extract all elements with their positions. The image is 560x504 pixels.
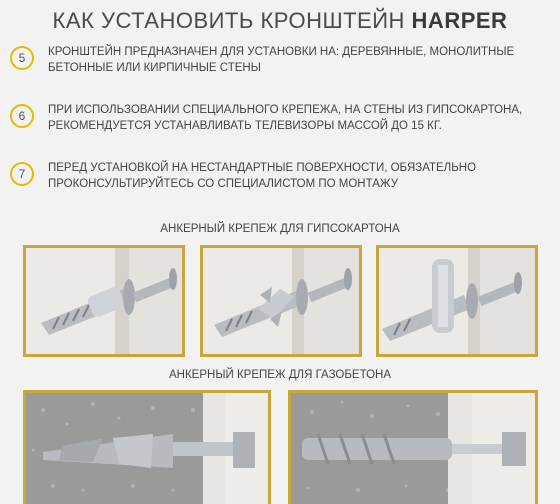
brand-name: HARPER — [411, 8, 508, 33]
step-6 — [10, 102, 550, 142]
step-number-badge: 5 — [10, 46, 34, 70]
drywall-anchor-photo-3 — [376, 245, 538, 357]
drywall-anchor-photo-1 — [23, 245, 185, 357]
step-text: ПРИ ИСПОЛЬЗОВАНИИ СПЕЦИАЛЬНОГО КРЕПЕЖА, НА СТЕНЫ ИЗ ГИПСОКАРТОНА, РЕКОМЕНДУЕТСЯ УСТАНАВЛИВАТЬ ТЕЛЕВИЗОРЫ МАССОЙ ДО 15 КГ. — [48, 104, 523, 132]
step-number-badge: 7 — [10, 162, 34, 186]
step-number-badge: 6 — [10, 104, 34, 128]
step-text: ПЕРЕД УСТАНОВКОЙ НА НЕСТАНДАРТНЫЕ ПОВЕРХНОСТИ, ОБЯЗАТЕЛЬНО ПРОКОНСУЛЬТИРУЙТЕСЬ СО СПЕЦИАЛИСТОМ ПО МОНТАЖУ — [48, 162, 477, 190]
page-title: КАК УСТАНОВИТЬ КРОНШТЕЙН HARPER — [52, 8, 508, 33]
step-5 — [10, 44, 550, 84]
section-label-drywall: АНКЕРНЫЙ КРЕПЕЖ ДЛЯ ГИПСОКАРТОНА — [160, 223, 400, 235]
drywall-anchor-photo-2 — [200, 245, 362, 357]
aerated-concrete-anchor-photo-1 — [23, 390, 271, 504]
step-text: КРОНШТЕЙН ПРЕДНАЗНАЧЕН ДЛЯ УСТАНОВКИ НА: ДЕРЕВЯННЫЕ, МОНОЛИТНЫЕ БЕТОННЫЕ ИЛИ КИРПИЧНЫЕ СТЕНЫ — [48, 46, 515, 74]
aerated-concrete-anchor-photo-2 — [288, 390, 538, 504]
step-7 — [10, 160, 550, 200]
section-label-aerated-concrete: АНКЕРНЫЙ КРЕПЕЖ ДЛЯ ГАЗОБЕТОНА — [169, 369, 391, 381]
